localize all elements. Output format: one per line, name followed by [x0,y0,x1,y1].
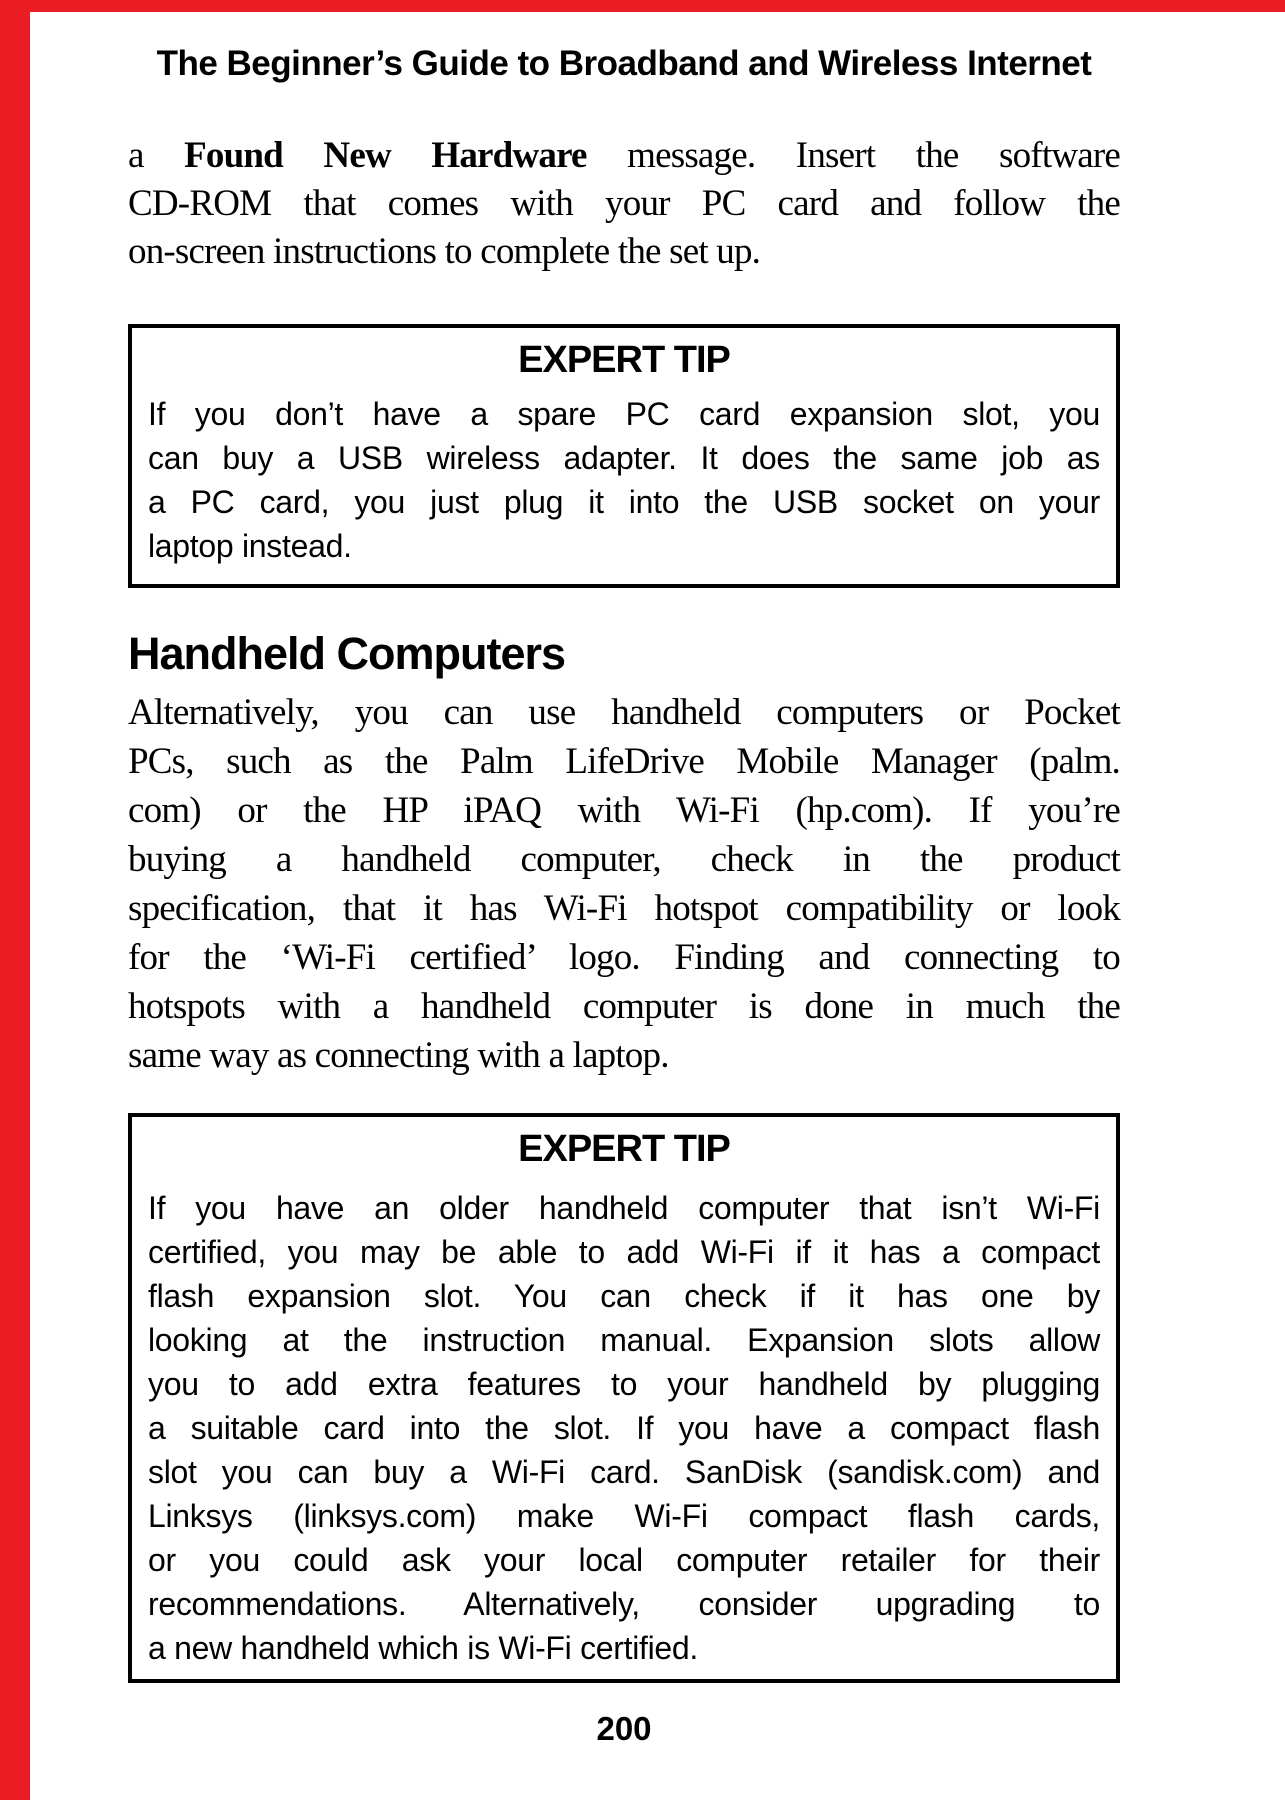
expert-tip-2-title: EXPERT TIP [518,1128,730,1170]
expert-tip-1-body: If you don’t have a spare PC card expansion slot, you can buy a USB wireless adapter. It does the same job as a PC card, you just plug it into the USB socket on your laptop instead. [148,396,1100,564]
page-number: 200 [596,1710,652,1747]
expert-tip-2-body: If you have an older handheld computer that isn’t Wi-Fi certified, you may be able to add Wi-Fi if it has a compact flash expansion slot. You can check if it has one by looking at the instruction manual. Expansion slots allow you to add extra features to your handheld by plugging a suitable card into the slot. If you have a compact flash slot you can buy a Wi-Fi card. SanDisk (sandisk.com) and Linksys (linksys.com) make Wi-Fi compact flash cards, or you could ask your local computer retailer for their recommendations. Alternatively, consider upgrading to a new handheld which is Wi-Fi certified. [148,1190,1100,1666]
section-paragraph: Alternatively, you can use handheld computers or Pocket PCs, such as the Palm LifeDrive Mobile Manager (palm. com) or the HP iPAQ with Wi-Fi (hp.com). If you’re buying a handheld computer, check in the product specification, that it has Wi-Fi hotspot compatibility or look for the ‘Wi-Fi certified’ logo. Finding and connecting to hotspots with a handheld computer is done in much the same way as connecting with a laptop. [128,692,1120,1076]
section-heading-handheld-computers: Handheld Computers [128,628,566,679]
intro-paragraph: a Found New Hardware message. Insert the software CD-ROM that comes with your PC card and follow the on-screen instructions to complete the set up. [128,135,1120,272]
running-header-title: The Beginner’s Guide to Broadband and Wireless Internet [156,44,1092,83]
red-page-edge-top [0,0,1285,12]
expert-tip-box-1 [128,324,1120,588]
expert-tip-1-title: EXPERT TIP [518,339,730,381]
expert-tip-box-2 [128,1113,1120,1683]
red-page-edge-left [0,0,30,1800]
